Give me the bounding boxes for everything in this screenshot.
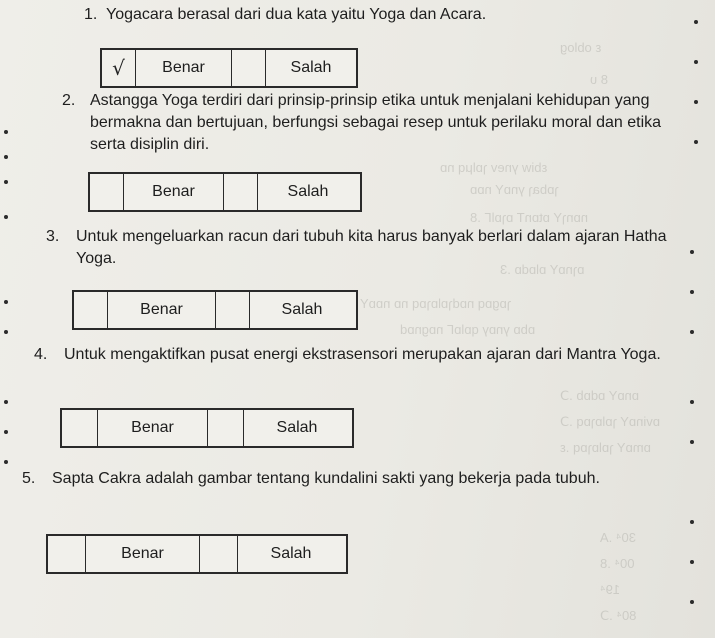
question-2: [62, 90, 668, 156]
question-text: Sapta Cakra adalah gambar tentang kundalini sakti yang bekerja pada tubuh.: [52, 470, 600, 487]
question-text: Yogacara berasal dari dua kata yaitu Yoga dan Acara.: [106, 6, 487, 23]
binder-dot: [690, 520, 694, 524]
checkbox-cell[interactable]: [48, 536, 86, 572]
question-number: 2.: [62, 92, 76, 109]
checkbox-cell[interactable]: [208, 410, 244, 446]
salah-label: Salah: [287, 183, 329, 200]
benar-label: Benar: [108, 292, 216, 328]
show-through-text: ɒmɒY ɿɒlɒɿɒq .ε: [560, 440, 651, 455]
show-through-text: ɒvinɒY ɿɒlɒɿɒq .Ↄ: [560, 414, 660, 429]
show-through-text: ɒɿnɒY ɒlɒdɒ .3: [500, 262, 585, 277]
binder-dot: [4, 130, 8, 134]
check-mark: √: [112, 56, 125, 80]
checkbox-cell[interactable]: [224, 174, 258, 210]
binder-dot: [690, 560, 694, 564]
question-4: [34, 344, 680, 366]
checkbox-cell[interactable]: [216, 292, 250, 328]
binder-dot: [4, 330, 8, 334]
salah-label: Salah: [290, 59, 332, 76]
checkbox-cell[interactable]: [62, 410, 98, 446]
benar-label: Benar: [124, 174, 224, 210]
show-through-text: ɒnɒY ɒdɒb .Ↄ: [560, 388, 640, 403]
binder-dot: [4, 460, 8, 464]
binder-dot: [690, 330, 694, 334]
answer-box-4: [60, 408, 354, 448]
binder-dot: [4, 430, 8, 434]
show-through-text: 00⁴ .8: [600, 556, 635, 571]
question-number: 3.: [46, 228, 60, 245]
checkbox-cell[interactable]: [74, 292, 108, 328]
binder-dot: [4, 400, 8, 404]
binder-dot: [4, 300, 8, 304]
binder-dot: [690, 400, 694, 404]
show-through-text: ɿɒbaɿ γnɒY nɒɒ: [470, 182, 559, 197]
question-5: [22, 468, 686, 490]
show-through-text: 19⁴: [600, 582, 621, 597]
show-through-text: εbiw γnev ɿɒlμq nɒ: [440, 160, 548, 175]
show-through-text: ɿɒgɒq nɒdɿɒlɒɿɒq nɒ nɒɒY: [360, 296, 512, 311]
show-through-text: 80⁴ .Ↄ: [600, 608, 637, 623]
binder-dot: [694, 140, 698, 144]
checkbox-cell[interactable]: [200, 536, 238, 572]
question-1: [84, 4, 674, 26]
checkbox-cell[interactable]: [102, 50, 136, 86]
binder-dot: [690, 440, 694, 444]
salah-label: Salah: [270, 545, 312, 562]
salah-label: Salah: [281, 301, 323, 318]
binder-dot: [4, 215, 8, 219]
binder-dot: [694, 20, 698, 24]
benar-label: Benar: [136, 50, 232, 86]
checkbox-cell[interactable]: [232, 50, 266, 86]
answer-box-5: [46, 534, 348, 574]
show-through-text: nɒnɿY ɒtɒnT ɒɿɒlΓ .8: [470, 210, 588, 225]
question-number: 1.: [84, 6, 98, 23]
binder-dot: [4, 180, 8, 184]
binder-dot: [4, 155, 8, 159]
answer-box-2: [88, 172, 362, 212]
binder-dot: [690, 250, 694, 254]
question-text: Astangga Yoga terdiri dari prinsip-prinsip etika untuk menjalani kehidupan yang bermakna dan bertujuan, berfungsi sebagai resep untuk perilaku moral dan etika serta disiplin diri.: [90, 92, 662, 153]
benar-label: Benar: [86, 536, 200, 572]
checkbox-cell[interactable]: [90, 174, 124, 210]
answer-box-3: [72, 290, 358, 330]
question-number: 5.: [22, 470, 36, 487]
show-through-text: 8 ᴜ: [590, 72, 608, 87]
benar-label: Benar: [98, 410, 208, 446]
answer-box-1: [100, 48, 358, 88]
binder-dot: [690, 290, 694, 294]
binder-dot: [694, 60, 698, 64]
salah-label: Salah: [276, 419, 318, 436]
binder-dot: [694, 100, 698, 104]
question-3: [46, 226, 682, 270]
show-through-text: ɒbɒ γnɒγ qɒlɒΓ nɒgnɒd: [400, 322, 536, 337]
show-through-text: ε oblog: [560, 40, 602, 55]
question-text: Untuk mengeluarkan racun dari tubuh kita harus banyak berlari dalam ajaran Hatha Yoga.: [76, 228, 667, 267]
question-number: 4.: [34, 346, 48, 363]
question-text: Untuk mengaktifkan pusat energi ekstrasensori merupakan ajaran dari Mantra Yoga.: [64, 346, 661, 363]
binder-dot: [690, 600, 694, 604]
show-through-text: 30⁴ .A: [600, 530, 636, 545]
